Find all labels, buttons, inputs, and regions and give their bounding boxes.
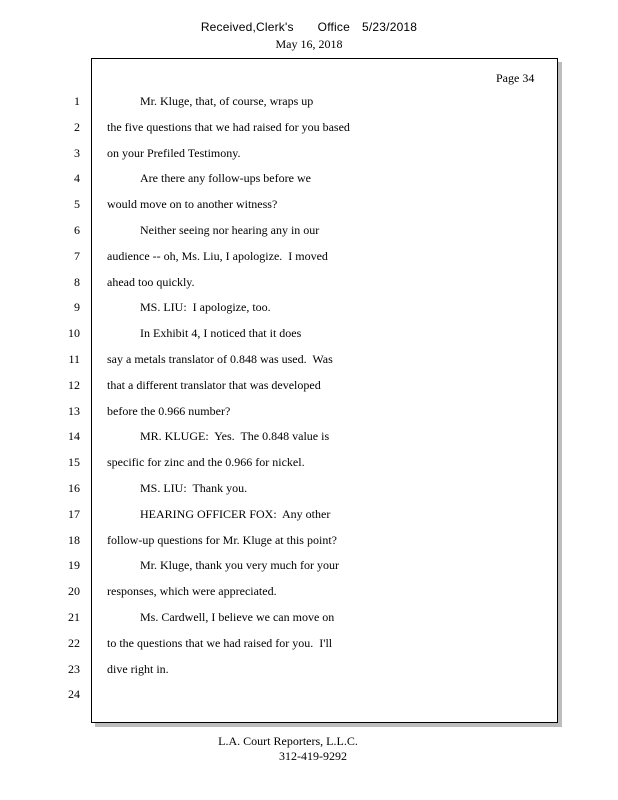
- line-number: 8: [74, 275, 80, 289]
- line-number: 21: [68, 610, 80, 624]
- line-number: 18: [68, 533, 80, 547]
- line-number: 9: [74, 300, 80, 314]
- transcript-line-text: say a metals translator of 0.848 was used. Was: [107, 352, 333, 366]
- line-number: 11: [68, 352, 80, 366]
- line-number: 10: [68, 326, 80, 340]
- line-number: 1: [74, 94, 80, 108]
- transcript-line-text: Are there any follow-ups before we: [140, 171, 311, 185]
- line-number: 20: [68, 584, 80, 598]
- office-text: Office: [317, 20, 350, 34]
- footer-company: L.A. Court Reporters, L.L.C.: [218, 734, 358, 748]
- line-number: 16: [68, 481, 80, 495]
- line-number: 13: [68, 404, 80, 418]
- line-number: 23: [68, 662, 80, 676]
- line-number: 19: [68, 558, 80, 572]
- clerk-received-stamp: [0, 20, 618, 34]
- hearing-date: May 16, 2018: [275, 37, 343, 51]
- line-number: 22: [68, 636, 80, 650]
- line-number: 7: [74, 249, 80, 263]
- page-number: Page 34: [496, 71, 535, 85]
- transcript-line-text: audience -- oh, Ms. Liu, I apologize. I moved: [107, 249, 328, 263]
- line-number: 5: [74, 197, 80, 211]
- line-number: 4: [74, 171, 80, 185]
- footer-phone: 312-419-9292: [279, 749, 347, 763]
- transcript-line-text: specific for zinc and the 0.966 for nickel.: [107, 455, 305, 469]
- transcript-line-text: MR. KLUGE: Yes. The 0.848 value is: [140, 429, 330, 443]
- stamp-date: 5/23/2018: [362, 20, 418, 34]
- transcript-line-text: Mr. Kluge, thank you very much for your: [140, 558, 339, 572]
- transcript-line-text: to the questions that we had raised for you. I'll: [107, 636, 333, 650]
- transcript-line-text: Neither seeing nor hearing any in our: [140, 223, 320, 237]
- transcript-line-text: In Exhibit 4, I noticed that it does: [140, 326, 302, 340]
- line-number: 24: [68, 687, 80, 701]
- received-text: Received,Clerk's: [200, 20, 294, 34]
- transcript-line-text: that a different translator that was developed: [107, 378, 321, 392]
- transcript-line-text: MS. LIU: Thank you.: [140, 481, 248, 495]
- line-number: 2: [74, 120, 80, 134]
- transcript-line-text: the five questions that we had raised for you based: [107, 120, 350, 134]
- transcript-line-text: Mr. Kluge, that, of course, wraps up: [140, 94, 314, 108]
- transcript-line-text: dive right in.: [107, 662, 169, 676]
- transcript-line-text: ahead too quickly.: [107, 275, 195, 289]
- transcript-line-text: HEARING OFFICER FOX: Any other: [140, 507, 331, 521]
- line-number: 3: [74, 146, 80, 160]
- transcript-line-text: follow-up questions for Mr. Kluge at this point?: [107, 533, 337, 547]
- transcript-line-text: on your Prefiled Testimony.: [107, 146, 241, 160]
- line-number: 6: [74, 223, 80, 237]
- line-number: 17: [68, 507, 80, 521]
- transcript-line-text: Ms. Cardwell, I believe we can move on: [140, 610, 335, 624]
- line-number: 12: [68, 378, 80, 392]
- transcript-line-text: would move on to another witness?: [107, 197, 278, 211]
- line-number: 15: [68, 455, 80, 469]
- transcript-line-text: MS. LIU: I apologize, too.: [140, 300, 271, 314]
- transcript-line-text: responses, which were appreciated.: [107, 584, 277, 598]
- line-number: 14: [68, 429, 80, 443]
- transcript-line-text: before the 0.966 number?: [107, 404, 231, 418]
